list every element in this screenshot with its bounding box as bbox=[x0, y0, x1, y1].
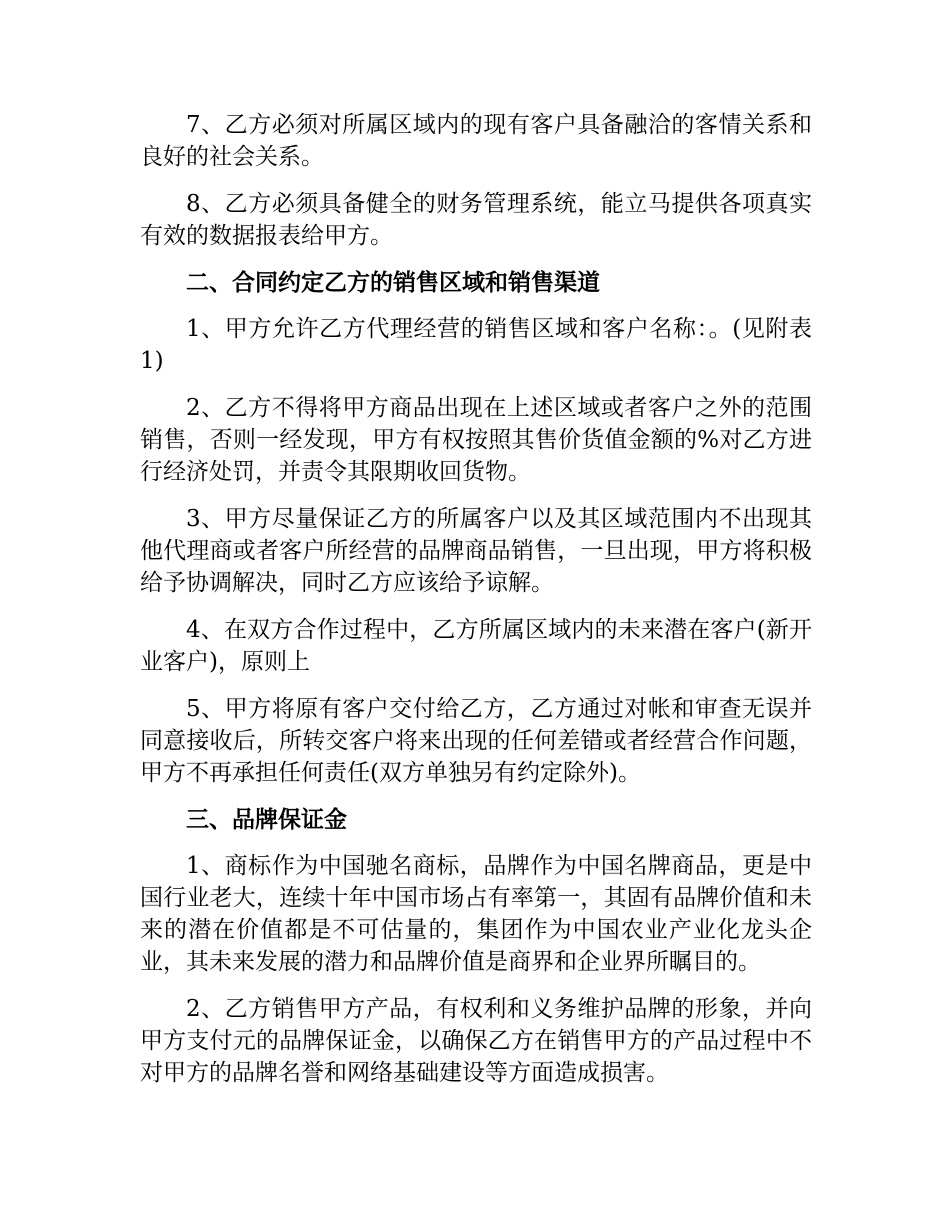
document-page bbox=[140, 109, 812, 1104]
section3-clause-2: 2、乙方销售甲方产品，有权利和义务维护品牌的形象，并向甲方支付元的品牌保证金，以确保乙方在销售甲方的产品过程中不对甲方的品牌名誉和网络基础建设等方面造成损害。 bbox=[140, 996, 812, 1086]
clause-7: 7、乙方必须对所属区域内的现有客户具备融洽的客情关系和良好的社会关系。 bbox=[140, 112, 812, 170]
section3-clause-1: 1、商标作为中国驰名商标，品牌作为中国名牌商品，更是中国行业老大，连续十年中国市场占有率第一，其固有品牌价值和未来的潜在价值都是不可估量的，集团作为中国农业产业化龙头企业，其未来发展的潜力和品牌价值是商界和企业界所瞩目的。 bbox=[140, 853, 812, 975]
section-heading-3: 三、品牌保证金 bbox=[186, 807, 347, 833]
section2-clause-1: 1、甲方允许乙方代理经营的销售区域和客户名称：。(见附表1) bbox=[140, 316, 812, 374]
section-heading-2: 二、合同约定乙方的销售区域和销售渠道 bbox=[186, 270, 600, 296]
section2-clause-5: 5、甲方将原有客户交付给乙方，乙方通过对帐和审查无误并同意接收后，所转交客户将来出现的任何差错或者经营合作问题，甲方不再承担任何责任(双方单独另有约定除外)。 bbox=[140, 696, 812, 786]
section2-clause-3: 3、甲方尽量保证乙方的所属客户以及其区域范围内不出现其他代理商或者客户所经营的品牌商品销售，一旦出现，甲方将积极给予协调解决，同时乙方应该给予谅解。 bbox=[140, 506, 812, 596]
section2-clause-2: 2、乙方不得将甲方商品出现在上述区域或者客户之外的范围销售，否则一经发现，甲方有权按照其售价货值金额的%对乙方进行经济处罚，并责令其限期收回货物。 bbox=[140, 395, 812, 485]
clause-8: 8、乙方必须具备健全的财务管理系统，能立马提供各项真实有效的数据报表给甲方。 bbox=[140, 191, 812, 249]
section2-clause-4: 4、在双方合作过程中，乙方所属区域内的未来潜在客户(新开业客户)，原则上 bbox=[140, 617, 812, 675]
